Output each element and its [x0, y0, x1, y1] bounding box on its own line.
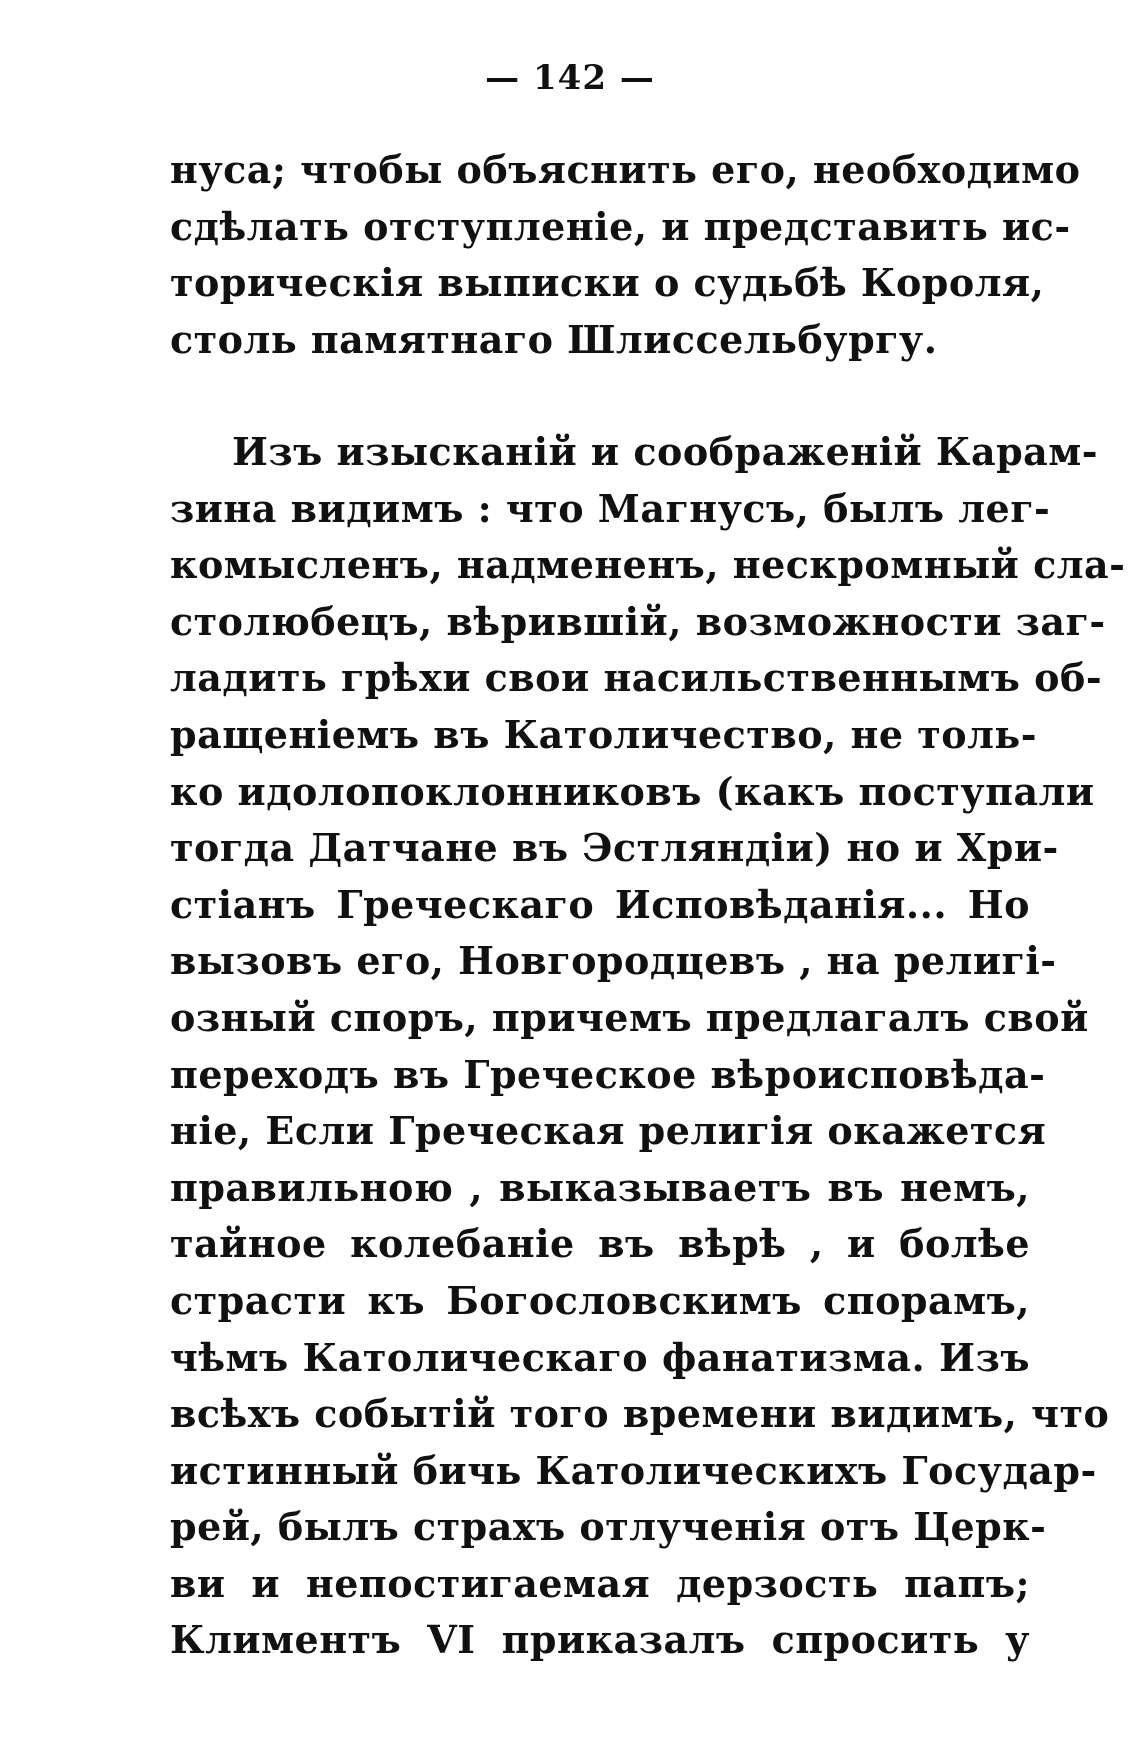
text-line: вызовъ его, Новгородцевъ , на религі- — [170, 938, 1057, 984]
text-line: Климентъ VI приказалъ спросить у — [170, 1617, 1030, 1663]
text-line: истинный бичь Католическихъ Государ- — [170, 1447, 1097, 1493]
text-line: ладить грѣхи свои насильственнымъ об- — [170, 655, 1103, 701]
text-line: ращеніемъ въ Католичество, не толь- — [170, 711, 1037, 757]
text-line: страсти къ Богословскимъ спорамъ, — [170, 1277, 1030, 1323]
text-line: зина видимъ : что Магнусъ, былъ лег- — [170, 485, 1051, 531]
text-line: всѣхъ событій того времени видимъ, что — [170, 1391, 1110, 1437]
text-line: озный споръ, причемъ предлагалъ свой — [170, 994, 1089, 1040]
text-line: тогда Датчане въ Эстляндіи) но и Хри- — [170, 825, 1059, 871]
text-line: комысленъ, надмененъ, нескромный сла- — [170, 542, 1126, 588]
text-line: переходъ въ Греческое вѣроисповѣда- — [170, 1051, 1046, 1097]
text-line: стіанъ Греческаго Исповѣданія... Но — [170, 881, 1030, 927]
text-line: ніе, Если Греческая религія окажется — [170, 1108, 1047, 1154]
text-line: чѣмъ Католическаго фанатизма. Изъ — [170, 1334, 1030, 1380]
text-line: торическія выписки о судьбѣ Короля, — [170, 260, 1045, 306]
text-line: нуса; чтобы объяснить его, необходимо — [170, 147, 1081, 192]
text-line: столюбецъ, вѣрившій, возможности заг- — [170, 598, 1106, 644]
page-number: — 142 — — [485, 58, 655, 98]
text-line: ви и непостигаемая дерзость папъ; — [170, 1560, 1030, 1606]
text-line: правильною , выказываетъ въ немъ, — [170, 1164, 1030, 1210]
text-line: ко идолопоклонниковъ (какъ поступали — [170, 768, 1095, 814]
paragraph-1 — [170, 142, 1081, 368]
text-line: столь памятнаго Шлиссельбургу. — [170, 316, 938, 362]
text-line: тайное колебаніе въ вѣрѣ , и болѣе — [170, 1221, 1030, 1267]
text-line: рей, былъ страхъ отлученія отъ Церк- — [170, 1504, 1047, 1550]
text-line: сдѣлать отступленіе, и представить ис- — [170, 203, 1071, 249]
paragraph-2 — [170, 424, 1126, 1669]
text-line: Изъ изысканій и соображеній Карам- — [232, 429, 1099, 474]
